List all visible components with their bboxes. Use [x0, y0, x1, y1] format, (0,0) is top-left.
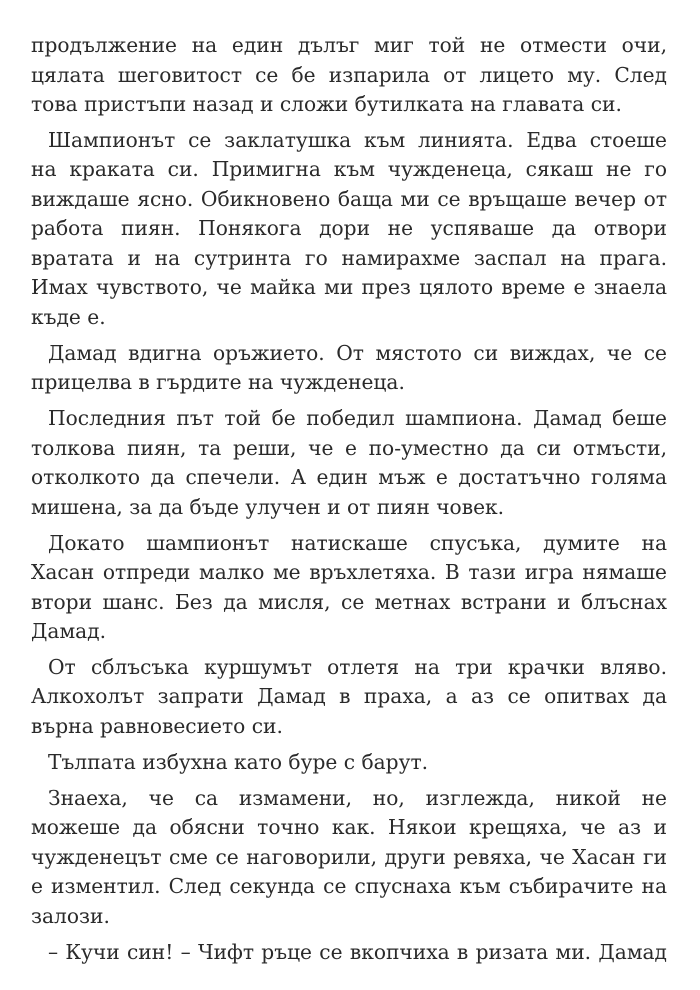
text-line: продължение на един дълъг миг той не отмести очи,: [31, 33, 667, 57]
book-page: [31, 31, 667, 974]
text-line: на краката си. Примигна към чужденеца, сякаш не го: [31, 157, 667, 182]
paragraph-1: [31, 31, 667, 120]
text-line: Шампионът се заклатушка към линията. Едва стоеше: [48, 127, 667, 152]
text-line: отколкото да спечели. А един мъж е достатъчно голяма: [31, 465, 667, 490]
text-line: – Кучи син! – Чифт ръце се вкопчиха в ризата ми. Дамад: [48, 939, 667, 964]
text-line: втори шанс. Без да мисля, се метнах встрани и блъснах: [31, 589, 667, 614]
text-line: мишена, за да бъде улучен и от пиян човек.: [31, 494, 505, 519]
text-line: Алкохолът запрати Дамад в праха, а аз се опитвах да: [31, 684, 667, 709]
text-line: можеше да обясни точно как. Някои крещяха, че аз и: [31, 815, 667, 840]
text-line: виждаше ясно. Обикновено баща ми се връщаше вечер от: [31, 186, 667, 211]
text-line: толкова пиян, та реши, че е по-уместно да си отмъсти,: [31, 435, 667, 460]
text-line: това пристъпи назад и сложи бутилката на главата си.: [31, 92, 622, 116]
text-line: От сблъсъка куршумът отлетя на три крачки вляво.: [48, 654, 667, 679]
paragraph-9: [31, 938, 667, 968]
text-line: Дамад.: [31, 619, 107, 644]
paragraph-7: [31, 748, 667, 778]
text-line: Знаеха, че са измамени, но, изглежда, никой не: [48, 785, 667, 810]
text-line: Хасан отпреди малко ме връхлетяха. В тази игра нямаше: [31, 560, 667, 585]
paragraph-6: [31, 653, 667, 742]
text-line: Докато шампионът натискаше спусъка, думите на: [48, 530, 667, 555]
paragraph-4: [31, 404, 667, 522]
text-line: работа пиян. Понякога дори не успяваше да отвори: [31, 216, 667, 241]
text-line: Имах чувството, че майка ми през цялото време е знаела: [31, 275, 667, 300]
text-line: е изментил. След секунда се спуснаха към събирачите на: [31, 874, 667, 899]
paragraph-3: [31, 339, 667, 398]
text-line: чужденецът сме се наговорили, други ревяха, че Хасан ги: [31, 844, 667, 869]
text-line: Последния път той бе победил шампиона. Дамад беше: [48, 406, 667, 431]
text-line: върна равновесието си.: [31, 713, 283, 738]
paragraph-2: [31, 126, 667, 333]
text-line: цялата шеговитост се бе изпарила от лицето му. След: [31, 62, 667, 87]
paragraph-8: [31, 784, 667, 932]
text-line: прицелва в гърдите на чужденеца.: [31, 370, 405, 395]
text-line: Тълпата избухна като буре с барут.: [48, 749, 429, 774]
text-line: Дамад вдигна оръжието. От мястото си виждах, че се: [48, 340, 667, 365]
paragraph-5: [31, 529, 667, 647]
text-line: къде е.: [31, 304, 106, 329]
text-line: залози.: [31, 903, 110, 928]
text-line: вратата и на сутринта го намирахме заспал на прага.: [31, 245, 667, 270]
